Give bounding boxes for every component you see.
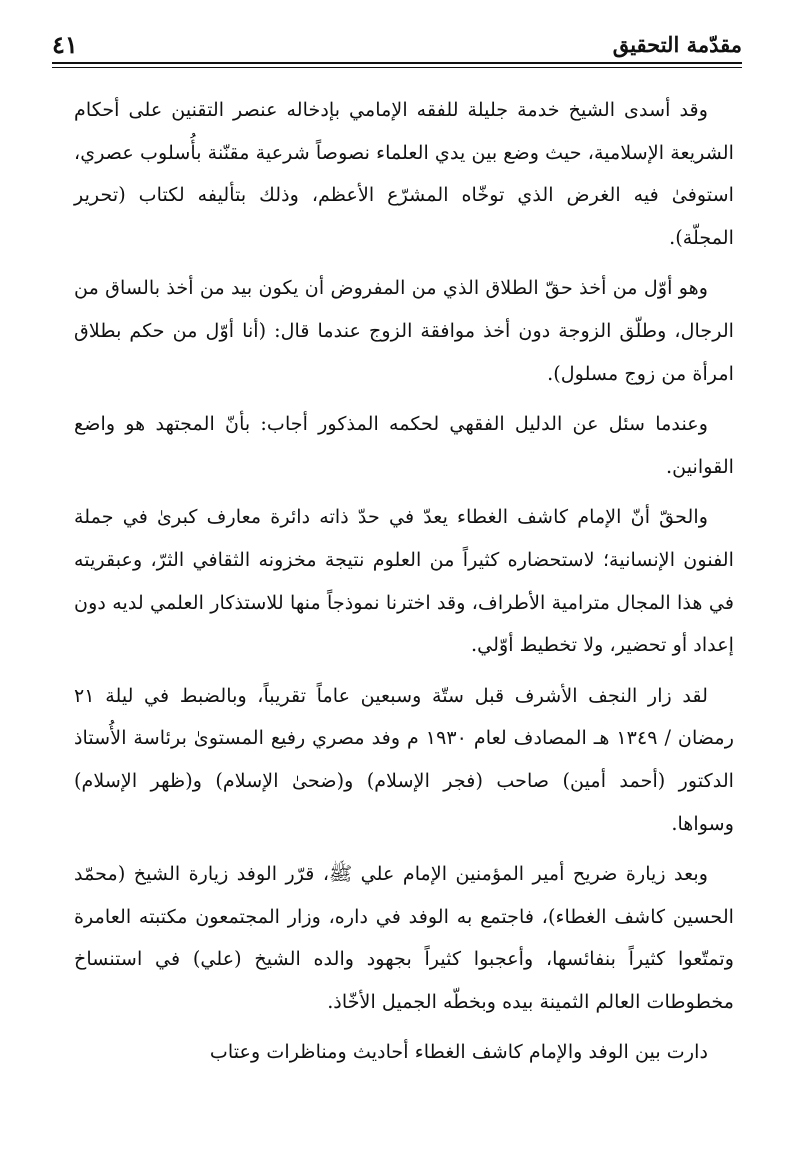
page-number: ٤١ xyxy=(52,30,78,59)
paragraph: وقد أسدى الشيخ خدمة جليلة للفقه الإمامي بإدخاله عنصر التقنين على أحكام الشريعة الإسلامية، حيث وضع بين يدي العلماء نصوصاً شرعية مقنّنة بأُسلوب عصري، استوفىٰ فيه الغرض الذي توخّاه المشرّع الأعظم، وذلك بتأليفه لكتاب (تحرير المجلّة). xyxy=(74,98,734,249)
header-rule-thick xyxy=(52,62,742,64)
paragraph: لقد زار النجف الأشرف قبل ستّة وسبعين عاماً تقريباً، وبالضبط في ليلة ٢١ رمضان / ١٣٤٩ هـ المصادف لعام ١٩٣٠ م وفد مصري رفيع المستوىٰ برئاسة الأُستاذ الدكتور (أحمد أمين) صاحب (فجر الإسلام) و(ضحىٰ الإسلام) و(ظهر الإسلام) وسواها. xyxy=(74,683,734,835)
running-title: مقدّمة التحقيق xyxy=(612,32,742,57)
paragraph: وعندما سئل عن الدليل الفقهي لحكمه المذكور أجاب: بأنّ المجتهد هو واضع القوانين. xyxy=(74,412,734,478)
header-rule-thin xyxy=(52,67,742,68)
paragraph: دارت بين الوفد والإمام كاشف الغطاء أحاديث ومناظرات وعتاب xyxy=(209,1040,708,1064)
paragraph: والحقّ أنّ الإمام كاشف الغطاء يعدّ في حدّ ذاته دائرة معارف كبرىٰ في جملة الفنون الإنسانية؛ لاستحضاره كثيراً من العلوم نتيجة مخزونه الثقافي الثرّ، وعبقريته في هذا المجال مترامية الأطراف، وقد اخترنا نموذجاً منها للاستذكار العلمي لديه دون إعداد أو تحضير، ولا تخطيط أوّلي. xyxy=(74,505,734,657)
paragraph: وبعد زيارة ضريح أمير المؤمنين الإمام علي ﷺ، قرّر الوفد زيارة الشيخ (محمّد الحسين كاشف الغطاء)، فاجتمع به الوفد في داره، وزار المجتمعون مكتبته العامرة وتمتّعوا كثيراً بنفائسها، وأعجبوا كثيراً بجهود والده الشيخ (علي) في استنساخ مخطوطات العالم الثمينة بيده وبخطّه الجميل الأخّاذ. xyxy=(74,862,734,1013)
paragraph: وهو أوّل من أخذ حقّ الطلاق الذي من المفروض أن يكون بيد من أخذ بالساق من الرجال، وطلّق الزوجة دون أخذ موافقة الزوج عندما قال: (أنا أوّل من حكم بطلاق امرأة من زوج مسلول). xyxy=(74,276,734,385)
page-header xyxy=(52,30,742,62)
body-text xyxy=(74,89,734,1082)
